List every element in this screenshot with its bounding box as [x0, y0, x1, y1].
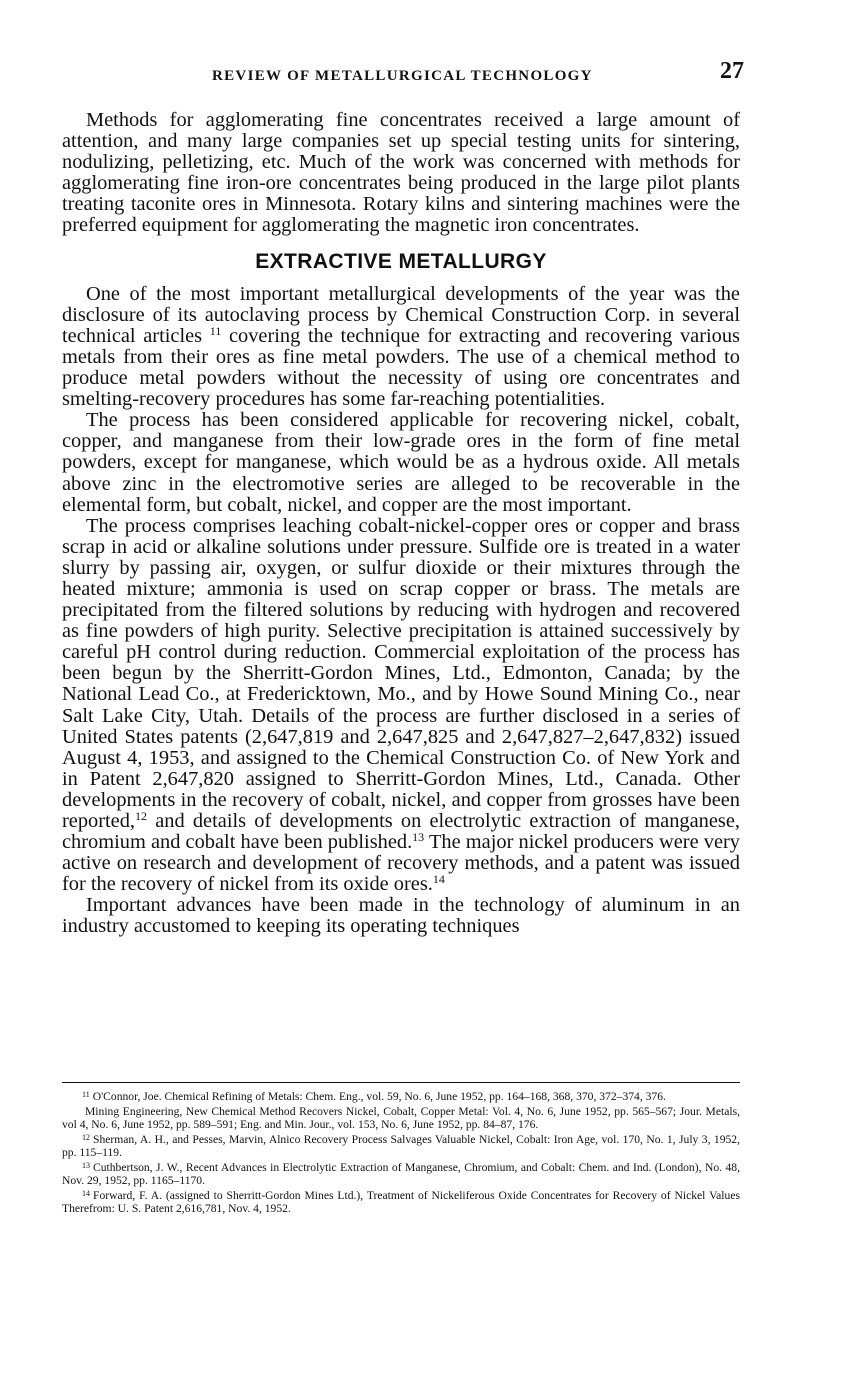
paragraph-aluminum: Important advances have been made in the technology of aluminum in an industry accustomed to keeping its operating techniques	[62, 894, 740, 938]
paragraph-text: covering the technique for extracting and recovering various metals from their ores as fine metal powders. The use of a chemical method to produce metal powders without the necessity of using ore concentrates and smelting-recovery procedures has some far-reaching potentialities.	[62, 324, 740, 411]
footnote-number: 11	[82, 1090, 90, 1099]
page-header	[62, 58, 744, 92]
footnote-ref-14: 14	[432, 872, 445, 887]
footnote-ref-11: 11	[209, 323, 222, 338]
section-heading: EXTRACTIVE METALLURGY	[255, 249, 547, 273]
footnote	[62, 1088, 740, 1103]
footnote	[62, 1103, 740, 1131]
footnote	[62, 1187, 740, 1215]
footnote	[62, 1131, 740, 1159]
body-text	[62, 110, 740, 938]
footnote	[62, 1159, 740, 1187]
footnote-ref-13: 13	[412, 830, 425, 845]
footnote-text: Mining Engineering, New Chemical Method Recovers Nickel, Cobalt, Copper Metal: Vol. 4, No. 6, June 1952, pp. 565–567; Jour. Metals, vol 4, No. 6, June 1952, pp. 589–591; Eng. and Min. Jour., vol. 153, No. 6, June 1952, pp. 84–87, 176.	[62, 1105, 740, 1131]
paragraph-text: One of the most important metallurgical developments of the year was the disclosure of its autoclaving process by Chemical Construction Corp. in several technical articles	[62, 282, 740, 347]
footnote-number: 14	[82, 1189, 90, 1198]
paragraph-agglomeration: Methods for agglomerating fine concentrates received a large amount of attention, and many large companies set up special testing units for sintering, nodulizing, pelletizing, etc. Much of the work was concerned with methods for agglomerating fine iron-ore concentrates being produced in the large pilot plants treating taconite ores in Minnesota. Rotary kilns and sintering machines were the preferred equipment for agglomerating the magnetic iron concentrates.	[62, 109, 740, 237]
footnote-number: 13	[82, 1161, 90, 1170]
footnote-ref-12: 12	[135, 809, 148, 823]
paragraph-process	[62, 516, 740, 896]
paragraph-text: The major nickel producers were very active on research and development of recovery methods, and a patent was issued for the recovery of nickel from its oxide ores.	[62, 831, 740, 896]
page-number: 27	[720, 58, 744, 84]
footnote-text: Sherman, A. H., and Pesses, Marvin, Alnico Recovery Process Salvages Valuable Nickel, Cobalt: Iron Age, vol. 170, No. 1, July 3, 1952, pp. 115–119.	[62, 1133, 740, 1159]
footnote-text: Cuthbertson, J. W., Recent Advances in Electrolytic Extraction of Manganese, Chromium, and Cobalt: Chem. and Ind. (London), No. 48, Nov. 29, 1952, pp. 1165–1170.	[62, 1161, 740, 1187]
footnote-text: Forward, F. A. (assigned to Sherritt-Gordon Mines Ltd.), Treatment of Nickeliferous Oxide Concentrates for Recovery of Nickel Values Therefrom: U. S. Patent 2,616,781, Nov. 4, 1952.	[62, 1189, 740, 1215]
paragraph-text: and details of developments on electrolytic extraction of manganese, chromium and cobalt have been published.	[62, 810, 740, 854]
paragraph-applicability: The process has been considered applicable for recovering nickel, cobalt, copper, and manganese from their low-grade ores in the form of fine metal powders, except for manganese, which would be as a hydrous oxide. All metals above zinc in the electromotive series are alleged to be recoverable in the elemental form, but cobalt, nickel, and copper are the most important.	[62, 409, 740, 516]
paragraph-autoclaving	[62, 284, 740, 411]
paragraph-text: The process comprises leaching cobalt-nickel-copper ores or copper and brass scrap in acid or alkaline solutions under pressure. Sulfide ore is treated in a water slurry by passing air, oxygen, or sulfur dioxide or their mixtures through the heated mixture; ammonia is used on scrap copper or brass. The metals are precipitated from the filtered solutions by reducing with hydrogen and recovered as fine powders of high purity. Selective precipitation is attained successively by careful pH control during reduction. Commercial exploitation of the process has been begun by the Sherritt-Gordon Mines, Ltd., Edmonton, Canada; by the National Lead Co., at Fredericktown, Mo., and by Howe Sound Mining Co., near Salt Lake City, Utah. Details of the process are further disclosed in a series of United States patents (2,647,819 and 2,647,825 and 2,647,827–2,647,832) issued August 4, 1953, and assigned to the Chemical Construction Co. of New York and in Patent 2,647,820 assigned to Sherritt-Gordon Mines, Ltd., Canada. Other developments in the recovery of cobalt, nickel, and copper from grosses have been reported,	[62, 514, 740, 832]
footnotes	[62, 1082, 740, 1215]
footnote-number: 12	[82, 1133, 90, 1142]
footnote-text: O'Connor, Joe. Chemical Refining of Metals: Chem. Eng., vol. 59, No. 6, June 1952, pp. 164–168, 368, 370, 372–374, 376.	[92, 1090, 666, 1103]
running-head: REVIEW OF METALLURGICAL TECHNOLOGY	[212, 68, 593, 84]
